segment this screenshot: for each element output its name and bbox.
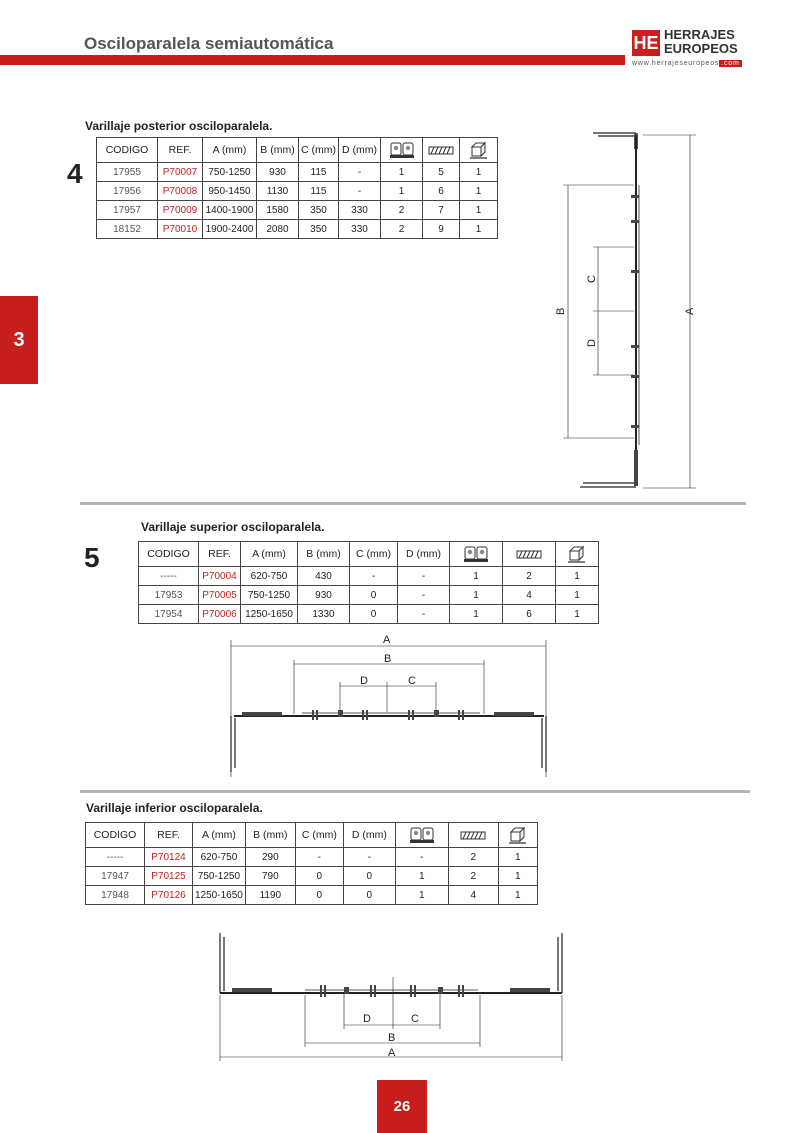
cell-screw-qty: 2 (448, 848, 498, 867)
table-row (86, 886, 538, 905)
dim-label-c: C (411, 1013, 419, 1025)
rear-rod-drawing (548, 125, 708, 495)
col-screw (503, 542, 556, 567)
cell-box-qty: 1 (460, 182, 498, 201)
col-hinge (381, 138, 423, 163)
cell-ref: P70004 (199, 567, 241, 586)
cell-box-qty: 1 (460, 163, 498, 182)
cell-c: 0 (295, 867, 343, 886)
hinge-bracket-icon (410, 826, 434, 844)
spec-table-bottom (85, 822, 538, 905)
dim-label-a: A (383, 634, 391, 646)
table-row (97, 163, 498, 182)
dim-label-b: B (555, 307, 567, 315)
col-screw (423, 138, 460, 163)
spec-table-rear (96, 137, 498, 239)
cell-codigo: 18152 (97, 220, 158, 239)
cell-c: 0 (295, 886, 343, 905)
cell-ref: P70005 (199, 586, 241, 605)
cell-screw-qty: 7 (423, 201, 460, 220)
brand-line-1: HERRAJES (664, 27, 735, 42)
cell-b: 430 (298, 567, 350, 586)
cell-a: 950-1450 (203, 182, 257, 201)
col-box (498, 823, 537, 848)
table-row (86, 848, 538, 867)
cell-ref: P70010 (158, 220, 203, 239)
cell-codigo: 17956 (97, 182, 158, 201)
cell-screw-qty: 2 (503, 567, 556, 586)
cell-a: 750-1250 (203, 163, 257, 182)
cell-b: 1330 (298, 605, 350, 624)
cell-box-qty: 1 (556, 567, 599, 586)
col-codigo: CODIGO (97, 138, 158, 163)
cell-hinge-qty: 1 (395, 867, 448, 886)
dim-label-d: D (360, 675, 368, 687)
brand-logo-mark: HE (632, 30, 660, 56)
cell-hinge-qty: 1 (381, 182, 423, 201)
brand-url[interactable] (632, 60, 742, 67)
cell-codigo: 17953 (139, 586, 199, 605)
cell-codigo: 17947 (86, 867, 145, 886)
col-d: D (mm) (339, 138, 381, 163)
table-row (139, 586, 599, 605)
cell-d: - (339, 182, 381, 201)
dim-label-d: D (586, 339, 598, 347)
cell-screw-qty: 2 (448, 867, 498, 886)
section-divider (80, 790, 750, 793)
cell-screw-qty: 4 (503, 586, 556, 605)
table-row (97, 220, 498, 239)
cell-ref: P70126 (145, 886, 193, 905)
table-row (97, 201, 498, 220)
header-bar (0, 55, 625, 65)
col-b: B (mm) (298, 542, 350, 567)
col-screw (448, 823, 498, 848)
cell-ref: P70007 (158, 163, 203, 182)
cell-hinge-qty: 2 (381, 201, 423, 220)
col-codigo: CODIGO (86, 823, 145, 848)
col-ref: REF. (199, 542, 241, 567)
col-b: B (mm) (257, 138, 299, 163)
cell-a: 750-1250 (193, 867, 246, 886)
cell-box-qty: 1 (460, 220, 498, 239)
cell-b: 930 (298, 586, 350, 605)
cell-hinge-qty: 1 (381, 163, 423, 182)
cell-hinge-qty: 1 (450, 586, 503, 605)
cell-hinge-qty: - (395, 848, 448, 867)
brand-url-main: www.herrajeseuropeos (632, 60, 720, 67)
cell-a: 1900-2400 (203, 220, 257, 239)
table-header-row (97, 138, 498, 163)
dim-label-a: A (684, 307, 696, 315)
cell-box-qty: 1 (498, 886, 537, 905)
cell-hinge-qty: 1 (395, 886, 448, 905)
cell-c: - (295, 848, 343, 867)
cell-hinge-qty: 1 (450, 567, 503, 586)
cell-d: - (398, 567, 450, 586)
cell-d: 0 (343, 867, 395, 886)
col-a: A (mm) (193, 823, 246, 848)
section-divider (80, 502, 746, 505)
cell-b: 2080 (257, 220, 299, 239)
table-row (86, 867, 538, 886)
cell-codigo: 17955 (97, 163, 158, 182)
cell-c: 115 (299, 163, 339, 182)
dim-label-b: B (388, 1032, 396, 1044)
table-row (139, 605, 599, 624)
cell-box-qty: 1 (556, 605, 599, 624)
col-b: B (mm) (245, 823, 295, 848)
brand-logo-text (664, 28, 738, 56)
cell-ref: P70009 (158, 201, 203, 220)
col-d: D (mm) (343, 823, 395, 848)
cell-b: 290 (245, 848, 295, 867)
dim-label-b: B (384, 653, 392, 665)
cell-ref: P70124 (145, 848, 193, 867)
cell-b: 1580 (257, 201, 299, 220)
cell-a: 750-1250 (241, 586, 298, 605)
brand-line-2: EUROPEOS (664, 41, 738, 56)
col-d: D (mm) (398, 542, 450, 567)
cell-c: - (350, 567, 398, 586)
table-row (139, 567, 599, 586)
col-ref: REF. (145, 823, 193, 848)
cell-b: 930 (257, 163, 299, 182)
cell-d: - (343, 848, 395, 867)
col-c: C (mm) (299, 138, 339, 163)
page-title: Osciloparalela semiautomática (84, 34, 334, 53)
screw-strip-icon (428, 142, 454, 158)
cell-a: 1250-1650 (241, 605, 298, 624)
cell-a: 1250-1650 (193, 886, 246, 905)
section-number: 5 (84, 542, 100, 573)
cell-c: 0 (350, 586, 398, 605)
cell-screw-qty: 5 (423, 163, 460, 182)
package-box-icon (567, 544, 587, 564)
top-rod-drawing (222, 632, 554, 782)
cell-screw-qty: 6 (423, 182, 460, 201)
package-box-icon (508, 825, 528, 845)
spec-table-top (138, 541, 599, 624)
table-row (97, 182, 498, 201)
cell-a: 620-750 (241, 567, 298, 586)
dim-label-c: C (408, 675, 416, 687)
cell-hinge-qty: 2 (381, 220, 423, 239)
dim-label-d: D (363, 1013, 371, 1025)
cell-ref: P70125 (145, 867, 193, 886)
cell-b: 790 (245, 867, 295, 886)
cell-screw-qty: 9 (423, 220, 460, 239)
cell-box-qty: 1 (556, 586, 599, 605)
col-hinge (395, 823, 448, 848)
cell-codigo: ----- (139, 567, 199, 586)
dim-label-a: A (388, 1047, 396, 1059)
cell-d: 0 (343, 886, 395, 905)
section-title: Varillaje superior osciloparalela. (141, 520, 325, 534)
cell-ref: P70006 (199, 605, 241, 624)
cell-screw-qty: 6 (503, 605, 556, 624)
col-box (556, 542, 599, 567)
cell-d: - (398, 586, 450, 605)
section-number: 4 (67, 158, 83, 189)
chapter-tab: 3 (0, 296, 38, 384)
col-codigo: CODIGO (139, 542, 199, 567)
cell-codigo: 17948 (86, 886, 145, 905)
col-a: A (mm) (203, 138, 257, 163)
cell-box-qty: 1 (498, 867, 537, 886)
dim-label-c: C (586, 275, 598, 283)
cell-c: 115 (299, 182, 339, 201)
cell-b: 1190 (245, 886, 295, 905)
col-c: C (mm) (295, 823, 343, 848)
cell-codigo: ----- (86, 848, 145, 867)
cell-codigo: 17954 (139, 605, 199, 624)
section-title: Varillaje posterior osciloparalela. (85, 119, 273, 133)
package-box-icon (469, 140, 489, 160)
section-title: Varillaje inferior osciloparalela. (86, 801, 263, 815)
cell-c: 350 (299, 201, 339, 220)
cell-ref: P70008 (158, 182, 203, 201)
cell-a: 1400-1900 (203, 201, 257, 220)
col-hinge (450, 542, 503, 567)
screw-strip-icon (460, 827, 486, 843)
cell-codigo: 17957 (97, 201, 158, 220)
cell-d: - (398, 605, 450, 624)
page-number: 26 (377, 1080, 427, 1133)
table-header-row (86, 823, 538, 848)
cell-box-qty: 1 (498, 848, 537, 867)
cell-c: 350 (299, 220, 339, 239)
bottom-rod-drawing (210, 925, 576, 1065)
col-box (460, 138, 498, 163)
cell-screw-qty: 4 (448, 886, 498, 905)
hinge-bracket-icon (464, 545, 488, 563)
hinge-bracket-icon (390, 141, 414, 159)
cell-hinge-qty: 1 (450, 605, 503, 624)
brand-url-suffix: .com (721, 60, 740, 67)
cell-box-qty: 1 (460, 201, 498, 220)
cell-b: 1130 (257, 182, 299, 201)
table-header-row (139, 542, 599, 567)
cell-a: 620-750 (193, 848, 246, 867)
col-ref: REF. (158, 138, 203, 163)
cell-d: 330 (339, 220, 381, 239)
cell-d: - (339, 163, 381, 182)
cell-c: 0 (350, 605, 398, 624)
col-c: C (mm) (350, 542, 398, 567)
screw-strip-icon (516, 546, 542, 562)
cell-d: 330 (339, 201, 381, 220)
col-a: A (mm) (241, 542, 298, 567)
